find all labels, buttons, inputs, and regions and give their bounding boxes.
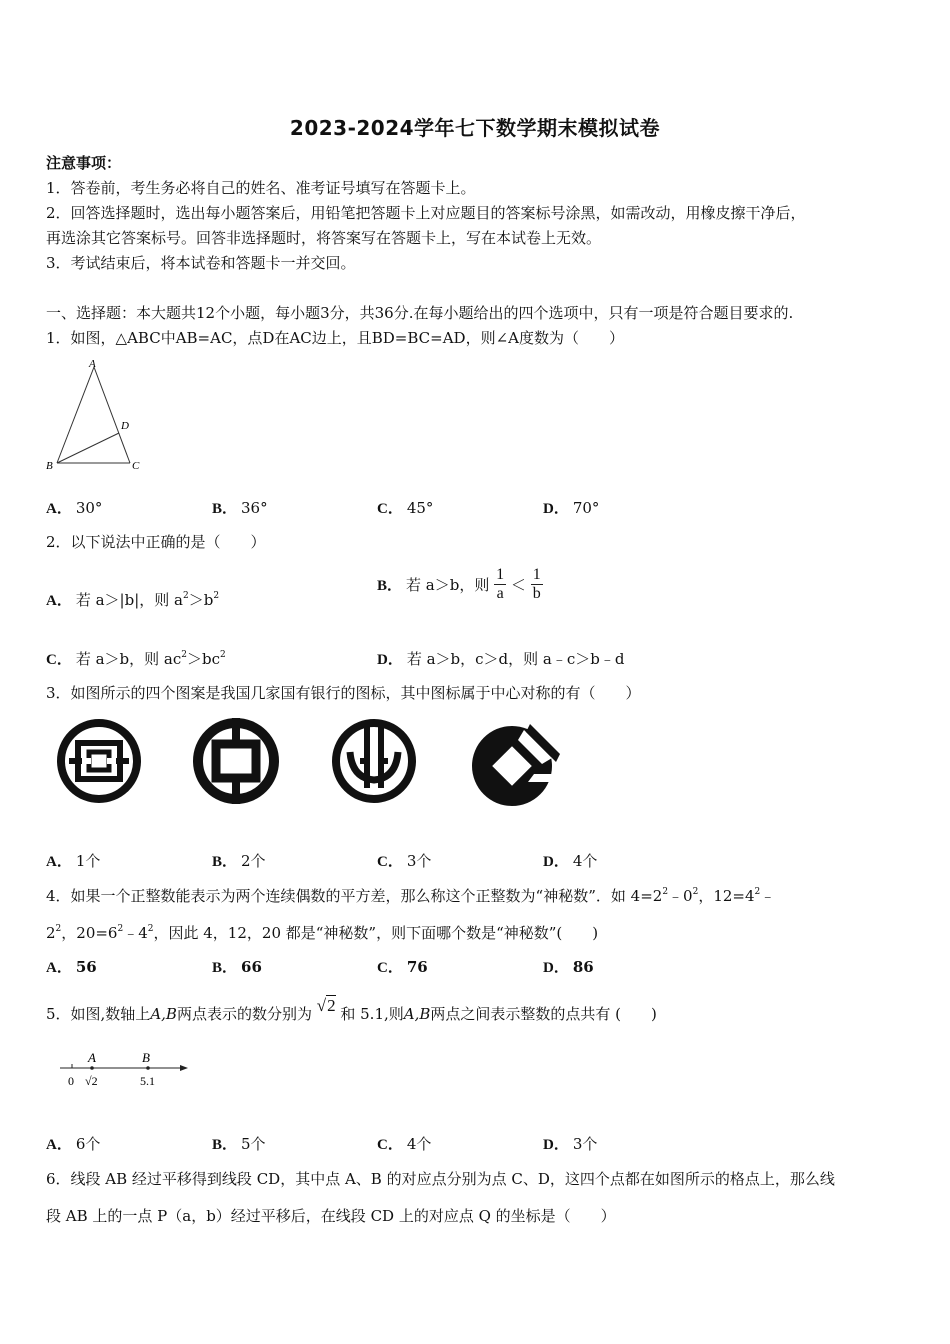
q3-option-b: B． 2个 bbox=[212, 852, 266, 870]
q1-option-b: B． 36° bbox=[212, 499, 268, 517]
q4-option-b: B． 66 bbox=[212, 958, 262, 976]
q1-triangle-figure bbox=[40, 355, 150, 475]
q6-stem-line-2: 段 AB 上的一点 P（a，b）经过平移后，在线段 CD 上的对应点 Q 的坐标是（ ） bbox=[46, 1207, 616, 1225]
q2-option-c: C． 若 a＞b，则 $ac^2>bc^2$ bbox=[46, 650, 226, 668]
q2-stem: 2．以下说法中正确的是（ ） bbox=[46, 533, 266, 551]
q1-label-d: D bbox=[121, 420, 129, 432]
q4-option-d: D． 86 bbox=[543, 958, 594, 976]
bank-logo-icbc-icon bbox=[55, 718, 145, 804]
q5-stem: 5．如图,数轴上A,B两点表示的数分别为 √2 和 5.1,则A,B两点之间表示整数的点共有 ( ) bbox=[46, 996, 657, 1023]
q4-stem-line-2: $2^2$，$20=6^2﹣4^2$，因此 4，12，20 都是“神秘数”，则下面哪个数是“神秘数”( ) bbox=[46, 924, 599, 942]
q4-option-c: C． 76 bbox=[377, 958, 428, 976]
q5-zero-label: 0 bbox=[68, 1074, 74, 1088]
notice-item-3: 3．考试结束后，将本试卷和答题卡一并交回。 bbox=[46, 254, 356, 272]
q2-option-a: A． 若 a＞|b|，则 $a^2>b^2$ bbox=[46, 591, 220, 609]
q1-stem: 1．如图，△ABC中AB=AC，点D在AC边上，且BD=BC=AD，则∠A度数为（ ） bbox=[46, 329, 624, 347]
q3-stem: 3．如图所示的四个图案是我国几家国有银行的图标，其中图标属于中心对称的有（ ） bbox=[46, 684, 641, 702]
q2-fraction-1-over-b: $\frac{1}{b}$ bbox=[532, 566, 541, 602]
q3-option-d: D． 4个 bbox=[543, 852, 598, 870]
q1-option-c: C． 45° bbox=[377, 499, 434, 517]
q1-label-a: A bbox=[89, 358, 96, 370]
q2-fraction-1-over-a: $\frac{1}{a}$ bbox=[496, 566, 505, 602]
q5-sqrt-2: √2 bbox=[316, 996, 336, 1015]
q3-option-a: A． 1个 bbox=[46, 852, 101, 870]
q1-option-d: D． 70° bbox=[543, 499, 600, 517]
q5-b-value-label: 5.1 bbox=[140, 1074, 155, 1088]
notice-heading: 注意事项： bbox=[46, 154, 122, 172]
q1-label-b: B bbox=[46, 460, 53, 472]
q5-option-d: D． 3个 bbox=[543, 1135, 598, 1153]
q5-point-b-label: B bbox=[142, 1050, 150, 1065]
section-heading: 一、选择题：本大题共12个小题，每小题3分，共36分.在每小题给出的四个选项中，只有一项是符合题目要求的. bbox=[46, 304, 794, 322]
q5-sqrt2-label: √2 bbox=[85, 1074, 98, 1088]
notice-item-2-cont: 再选涂其它答案标号。回答非选择题时，将答案写在答题卡上，写在本试卷上无效。 bbox=[46, 229, 602, 247]
page-title: 2023-2024学年七下数学期末模拟试卷 bbox=[289, 116, 661, 140]
q5-option-c: C． 4个 bbox=[377, 1135, 432, 1153]
q2-option-b: B． 若 a＞b，则 $\frac{1}{a}$ ＜ $\frac{1}{b}$ bbox=[377, 566, 541, 602]
q4-stem-line-1: 4．如果一个正整数能表示为两个连续偶数的平方差，那么称这个正整数为“神秘数”．如 $4=2^2﹣0^2$，$12=4^2﹣$ bbox=[46, 887, 776, 905]
q5-option-b: B． 5个 bbox=[212, 1135, 266, 1153]
q5-number-line-figure bbox=[56, 1046, 196, 1092]
q4-option-a: A． 56 bbox=[46, 958, 97, 976]
q2-option-d: D． 若 a＞b，c＞d，则 a﹣c＞b﹣d bbox=[377, 650, 625, 668]
bank-logo-abc-icon bbox=[330, 716, 420, 806]
q1-label-c: C bbox=[132, 460, 140, 472]
q6-stem-line-1: 6．线段 AB 经过平移得到线段 CD，其中点 A、B 的对应点分别为点 C、D，这四个点都在如图所示的格点上，那么线 bbox=[46, 1170, 835, 1188]
notice-item-2: 2．回答选择题时，选出每小题答案后，用铅笔把答题卡上对应题目的答案标号涂黑，如需改动，用橡皮擦干净后， bbox=[46, 204, 806, 222]
notice-item-1: 1．答卷前，考生务必将自己的姓名、准考证号填写在答题卡上。 bbox=[46, 179, 476, 197]
bank-logo-boc-icon bbox=[190, 716, 282, 806]
q3-option-c: C． 3个 bbox=[377, 852, 432, 870]
bank-logo-ccb-icon bbox=[468, 718, 562, 812]
q5-point-a-label: A bbox=[88, 1050, 96, 1065]
q5-option-a: A． 6个 bbox=[46, 1135, 101, 1153]
q1-option-a: A． 30° bbox=[46, 499, 103, 517]
